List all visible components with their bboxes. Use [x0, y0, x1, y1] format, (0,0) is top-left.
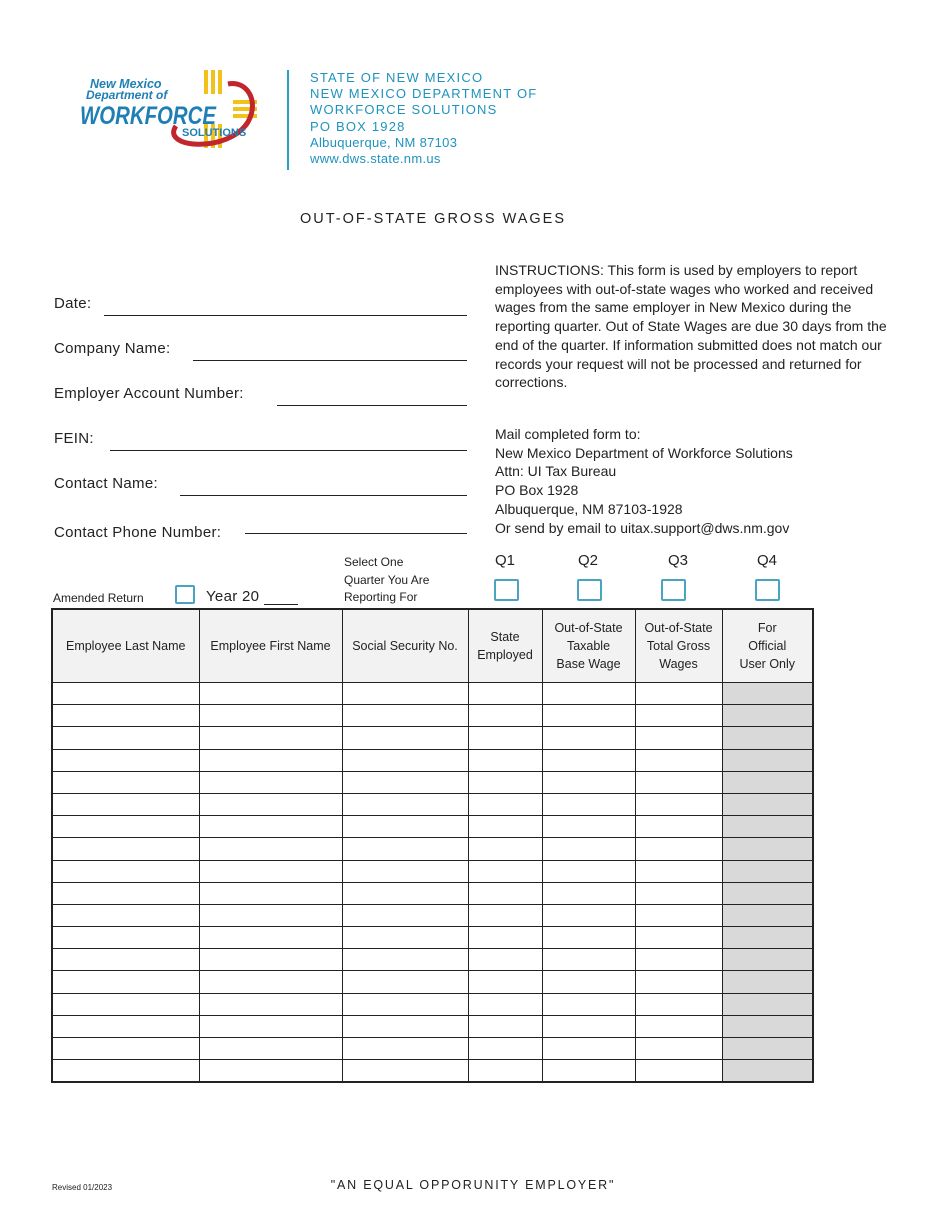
table-cell[interactable] — [199, 1060, 342, 1083]
table-cell[interactable] — [52, 1060, 199, 1083]
table-cell[interactable] — [468, 749, 542, 771]
instructions: INSTRUCTIONS: This form is used by employers to report employees with out-of-state wages who worked and received wages from the same employer in New Mexico during the reporting quarter. Out of State Wages are due 30 days from the end of the quarter. If information submitted does not match our records your request will not be processed and returned for corrections. — [495, 262, 887, 391]
official-use-cell — [722, 727, 813, 749]
table-cell[interactable] — [635, 993, 722, 1015]
table-cell[interactable] — [199, 1038, 342, 1060]
table-row — [52, 1015, 813, 1037]
table-cell[interactable] — [468, 816, 542, 838]
table-cell[interactable] — [635, 705, 722, 727]
table-cell[interactable] — [342, 1060, 468, 1083]
table-row — [52, 793, 813, 815]
header-state-employed — [468, 609, 542, 683]
table-cell[interactable] — [199, 793, 342, 815]
table-cell[interactable] — [542, 838, 635, 860]
table-cell[interactable] — [199, 904, 342, 926]
wages-table — [51, 608, 814, 1083]
dws-logo — [78, 66, 268, 158]
table-cell[interactable] — [52, 1038, 199, 1060]
employer-account-label: Employer Account Number: — [54, 385, 244, 402]
table-cell[interactable] — [542, 927, 635, 949]
table-row — [52, 1038, 813, 1060]
table-row — [52, 993, 813, 1015]
official-use-cell — [722, 993, 813, 1015]
table-cell[interactable] — [342, 1015, 468, 1037]
table-cell[interactable] — [468, 838, 542, 860]
mail-line-2: New Mexico Department of Workforce Solutions — [495, 444, 793, 461]
table-cell[interactable] — [542, 816, 635, 838]
table-row — [52, 749, 813, 771]
header-taxable-line-1: Out-of-State — [554, 621, 623, 635]
contact-name-label: Contact Name: — [54, 475, 158, 492]
table-cell[interactable] — [468, 1038, 542, 1060]
table-row — [52, 860, 813, 882]
table-cell[interactable] — [468, 860, 542, 882]
table-cell[interactable] — [542, 1015, 635, 1037]
table-row — [52, 771, 813, 793]
contact-name-field[interactable] — [180, 495, 467, 496]
table-cell[interactable] — [468, 771, 542, 793]
mail-line-6: Or send by email to uitax.support@dws.nm.gov — [495, 519, 790, 536]
table-cell[interactable] — [342, 683, 468, 705]
table-cell[interactable] — [635, 838, 722, 860]
date-field[interactable] — [104, 315, 467, 316]
table-cell[interactable] — [342, 749, 468, 771]
table-cell[interactable] — [52, 771, 199, 793]
q3-checkbox[interactable] — [661, 579, 686, 601]
header-gross-line-2: Total Gross — [646, 639, 711, 653]
table-cell[interactable] — [342, 860, 468, 882]
table-cell[interactable] — [635, 793, 722, 815]
table-cell[interactable] — [199, 727, 342, 749]
q2-label: Q2 — [577, 552, 598, 569]
table-cell[interactable] — [635, 749, 722, 771]
fein-label: FEIN: — [54, 430, 94, 447]
official-use-cell — [722, 949, 813, 971]
table-cell[interactable] — [468, 949, 542, 971]
contact-phone-field[interactable] — [245, 533, 467, 534]
agency-website[interactable]: www.dws.state.nm.us — [310, 151, 441, 167]
table-cell[interactable] — [635, 949, 722, 971]
header-gross-line-3: Wages — [659, 657, 698, 671]
table-cell[interactable] — [199, 993, 342, 1015]
table-cell[interactable] — [635, 816, 722, 838]
form-title: OUT-OF-STATE GROSS WAGES — [299, 211, 567, 227]
header-taxable-base-wage — [542, 609, 635, 683]
official-use-cell — [722, 882, 813, 904]
table-row — [52, 949, 813, 971]
table-cell[interactable] — [342, 793, 468, 815]
table-cell[interactable] — [52, 882, 199, 904]
mail-line-3: Attn: UI Tax Bureau — [495, 463, 617, 480]
table-cell[interactable] — [199, 882, 342, 904]
table-row — [52, 971, 813, 993]
table-cell[interactable] — [468, 705, 542, 727]
table-cell[interactable] — [199, 683, 342, 705]
header-first-name — [199, 609, 342, 683]
table-cell[interactable] — [635, 683, 722, 705]
table-cell[interactable] — [542, 1060, 635, 1083]
q4-checkbox[interactable] — [755, 579, 780, 601]
table-cell[interactable] — [542, 860, 635, 882]
table-row — [52, 727, 813, 749]
table-cell[interactable] — [635, 1038, 722, 1060]
agency-line-2: NEW MEXICO DEPARTMENT OF — [310, 86, 538, 102]
table-cell[interactable] — [635, 927, 722, 949]
table-cell[interactable] — [468, 882, 542, 904]
official-use-cell — [722, 705, 813, 727]
table-cell[interactable] — [52, 993, 199, 1015]
table-cell[interactable] — [342, 904, 468, 926]
table-row — [52, 838, 813, 860]
table-cell[interactable] — [52, 860, 199, 882]
logo-text-1: New Mexico — [90, 77, 162, 91]
table-cell[interactable] — [542, 749, 635, 771]
table-row — [52, 1060, 813, 1083]
table-row — [52, 705, 813, 727]
table-cell[interactable] — [542, 683, 635, 705]
official-use-cell — [722, 793, 813, 815]
header-last-name-text: Employee Last Name — [65, 639, 186, 653]
table-cell[interactable] — [342, 993, 468, 1015]
q1-checkbox[interactable] — [494, 579, 519, 601]
select-quarter-label — [344, 554, 429, 607]
header-divider — [287, 70, 289, 170]
table-cell[interactable] — [199, 749, 342, 771]
table-cell[interactable] — [342, 727, 468, 749]
mail-line-1: Mail completed form to: — [495, 426, 641, 442]
select-line-2: Quarter You Are — [344, 572, 430, 587]
table-cell[interactable] — [468, 993, 542, 1015]
agency-line-1: STATE OF NEW MEXICO — [310, 70, 484, 85]
agency-line-4: PO BOX 1928 — [310, 118, 406, 134]
agency-line-3: WORKFORCE SOLUTIONS — [310, 102, 498, 118]
official-use-cell — [722, 927, 813, 949]
table-cell[interactable] — [468, 904, 542, 926]
table-cell[interactable] — [542, 904, 635, 926]
official-use-cell — [722, 683, 813, 705]
revised-date: Revised 01/2023 — [52, 1183, 113, 1192]
select-line-3: Reporting For — [344, 590, 418, 604]
table-row — [52, 904, 813, 926]
table-cell[interactable] — [468, 1015, 542, 1037]
official-use-cell — [722, 971, 813, 993]
table-header-row — [52, 609, 813, 683]
table-cell[interactable] — [635, 1015, 722, 1037]
table-cell[interactable] — [542, 971, 635, 993]
table-cell[interactable] — [342, 771, 468, 793]
table-cell[interactable] — [542, 727, 635, 749]
table-cell[interactable] — [199, 1015, 342, 1037]
q2-checkbox[interactable] — [577, 579, 602, 601]
table-cell[interactable] — [199, 771, 342, 793]
table-cell[interactable] — [199, 971, 342, 993]
header-ssn — [342, 609, 468, 683]
table-cell[interactable] — [199, 838, 342, 860]
table-cell[interactable] — [52, 949, 199, 971]
header-first-name-text: Employee First Name — [210, 639, 331, 653]
official-use-cell — [722, 904, 813, 926]
table-cell[interactable] — [52, 705, 199, 727]
table-cell[interactable] — [542, 1038, 635, 1060]
table-cell[interactable] — [342, 705, 468, 727]
table-row — [52, 882, 813, 904]
table-cell[interactable] — [342, 816, 468, 838]
official-use-cell — [722, 771, 813, 793]
table-cell[interactable] — [468, 683, 542, 705]
official-use-cell — [722, 860, 813, 882]
official-use-cell — [722, 816, 813, 838]
company-name-label: Company Name: — [54, 340, 171, 357]
logo-text-4: SOLUTIONS — [182, 127, 247, 139]
q4-label: Q4 — [756, 552, 777, 569]
table-cell[interactable] — [52, 749, 199, 771]
company-name-field[interactable] — [193, 360, 467, 361]
header-gross-line-1: Out-of-State — [644, 621, 713, 635]
header-state-line-2: Employed — [477, 648, 533, 662]
year-field[interactable] — [264, 604, 298, 605]
logo-text-3: WORKFORCE — [80, 102, 218, 130]
table-cell[interactable] — [52, 838, 199, 860]
date-label: Date: — [54, 295, 92, 312]
table-cell[interactable] — [52, 927, 199, 949]
table-cell[interactable] — [635, 882, 722, 904]
table-cell[interactable] — [468, 793, 542, 815]
table-row — [52, 683, 813, 705]
table-cell[interactable] — [635, 727, 722, 749]
q3-label: Q3 — [667, 552, 688, 569]
employer-account-field[interactable] — [277, 405, 467, 406]
table-cell[interactable] — [199, 927, 342, 949]
table-cell[interactable] — [199, 705, 342, 727]
official-use-cell — [722, 1038, 813, 1060]
table-cell[interactable] — [635, 771, 722, 793]
header-taxable-line-2: Taxable — [566, 639, 611, 653]
table-cell[interactable] — [342, 927, 468, 949]
table-cell[interactable] — [542, 993, 635, 1015]
header-state-line-1: State — [490, 630, 520, 644]
table-cell[interactable] — [342, 949, 468, 971]
table-cell[interactable] — [635, 860, 722, 882]
select-line-1: Select One — [344, 555, 404, 569]
header-official-use — [722, 609, 813, 683]
table-cell[interactable] — [52, 727, 199, 749]
table-cell[interactable] — [635, 904, 722, 926]
header-taxable-line-3: Base Wage — [556, 657, 621, 671]
table-cell[interactable] — [199, 816, 342, 838]
table-row — [52, 816, 813, 838]
table-cell[interactable] — [468, 1060, 542, 1083]
header-official-line-2: Official — [748, 639, 787, 653]
table-cell[interactable] — [52, 793, 199, 815]
logo-text-2: Department of — [86, 88, 168, 102]
table-cell[interactable] — [52, 971, 199, 993]
table-cell[interactable] — [468, 971, 542, 993]
header-ssn-text: Social Security No. — [352, 639, 458, 653]
table-cell[interactable] — [199, 949, 342, 971]
table-cell[interactable] — [342, 838, 468, 860]
equal-opportunity-footer: "AN EQUAL OPPORUNITY EMPLOYER" — [330, 1178, 616, 1192]
contact-phone-label: Contact Phone Number: — [54, 524, 222, 541]
table-cell[interactable] — [542, 793, 635, 815]
table-cell[interactable] — [468, 927, 542, 949]
year-label: Year 20 — [206, 588, 260, 605]
table-cell[interactable] — [542, 705, 635, 727]
table-cell[interactable] — [342, 971, 468, 993]
official-use-cell — [722, 838, 813, 860]
agency-address — [310, 70, 537, 167]
mail-line-4: PO Box 1928 — [495, 482, 579, 499]
table-body — [52, 683, 813, 1083]
header-official-line-3: User Only — [739, 657, 796, 671]
agency-line-5: Albuquerque, NM 87103 — [310, 134, 458, 150]
q1-label: Q1 — [494, 552, 515, 569]
mail-instructions — [495, 425, 895, 537]
table-cell[interactable] — [342, 1038, 468, 1060]
table-cell[interactable] — [52, 683, 199, 705]
table-cell[interactable] — [635, 1060, 722, 1083]
table-cell[interactable] — [635, 971, 722, 993]
header-official-line-1: For — [757, 621, 777, 635]
official-use-cell — [722, 749, 813, 771]
amended-return-label: Amended Return — [53, 591, 144, 605]
table-cell[interactable] — [542, 949, 635, 971]
table-row — [52, 927, 813, 949]
table-cell[interactable] — [52, 1015, 199, 1037]
fein-field[interactable] — [110, 450, 467, 451]
amended-return-checkbox[interactable] — [175, 585, 195, 604]
table-cell[interactable] — [199, 860, 342, 882]
mail-line-5: Albuquerque, NM 87103-1928 — [495, 500, 683, 517]
table-cell[interactable] — [542, 771, 635, 793]
table-cell[interactable] — [542, 882, 635, 904]
table-cell[interactable] — [52, 816, 199, 838]
header-last-name — [52, 609, 199, 683]
official-use-cell — [722, 1060, 813, 1083]
table-cell[interactable] — [468, 727, 542, 749]
official-use-cell — [722, 1015, 813, 1037]
header-total-gross-wages — [635, 609, 722, 683]
table-cell[interactable] — [342, 882, 468, 904]
table-cell[interactable] — [52, 904, 199, 926]
